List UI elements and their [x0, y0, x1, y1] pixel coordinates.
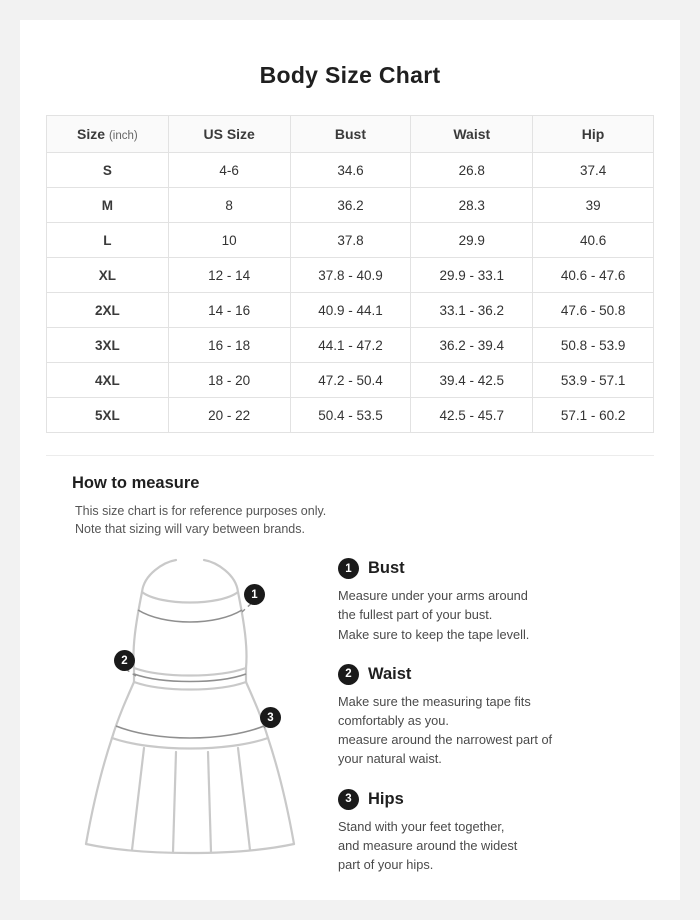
cell-bust: 40.9 - 44.1: [290, 293, 411, 328]
cell-waist: 36.2 - 39.4: [411, 328, 533, 363]
measure-step-header: [338, 664, 648, 685]
column-header-bust: Bust: [290, 116, 411, 153]
step-number-badge: 3: [338, 789, 359, 810]
cell-size: M: [47, 188, 169, 223]
size-chart-card: [20, 20, 680, 900]
figure-marker-bust: 1: [244, 584, 265, 605]
table-row: [47, 398, 654, 433]
cell-size: 5XL: [47, 398, 169, 433]
cell-hip: 40.6 - 47.6: [533, 258, 654, 293]
cell-bust: 37.8: [290, 223, 411, 258]
step-number-badge: 2: [338, 664, 359, 685]
page-title: Body Size Chart: [259, 62, 441, 88]
cell-bust: 34.6: [290, 153, 411, 188]
how-to-measure-note: This size chart is for reference purposes only. Note that sizing will vary between brands.: [75, 504, 327, 537]
cell-size: XL: [47, 258, 169, 293]
size-table: [46, 115, 654, 433]
cell-bust: 44.1 - 47.2: [290, 328, 411, 363]
table-row: [47, 153, 654, 188]
cell-size: 4XL: [47, 363, 169, 398]
cell-bust: 47.2 - 50.4: [290, 363, 411, 398]
cell-waist: 28.3: [411, 188, 533, 223]
cell-us: 16 - 18: [168, 328, 290, 363]
cell-bust: 50.4 - 53.5: [290, 398, 411, 433]
cell-us: 8: [168, 188, 290, 223]
cell-waist: 26.8: [411, 153, 533, 188]
cell-hip: 53.9 - 57.1: [533, 363, 654, 398]
cell-waist: 42.5 - 45.7: [411, 398, 533, 433]
cell-us: 10: [168, 223, 290, 258]
size-table-container: [46, 115, 654, 433]
figure-marker-hips: 3: [260, 707, 281, 728]
cell-size: S: [47, 153, 169, 188]
cell-us: 4-6: [168, 153, 290, 188]
cell-waist: 29.9 - 33.1: [411, 258, 533, 293]
cell-us: 14 - 16: [168, 293, 290, 328]
table-row: [47, 223, 654, 258]
column-header-size-label: Size: [77, 126, 106, 142]
dress-diagram: [72, 552, 342, 872]
cell-bust: 37.8 - 40.9: [290, 258, 411, 293]
cell-hip: 57.1 - 60.2: [533, 398, 654, 433]
cell-waist: 29.9: [411, 223, 533, 258]
measure-steps: [338, 558, 648, 894]
cell-size: 3XL: [47, 328, 169, 363]
cell-waist: 39.4 - 42.5: [411, 363, 533, 398]
column-header-us-size: US Size: [168, 116, 290, 153]
step-description: Make sure the measuring tape fits comfortably as you. measure around the narrowest part of your natural waist.: [338, 693, 553, 767]
cell-hip: 39: [533, 188, 654, 223]
cell-us: 18 - 20: [168, 363, 290, 398]
step-description: Measure under your arms around the fullest part of your bust. Make sure to keep the tape levell.: [338, 588, 530, 642]
measure-step-bust: [338, 558, 648, 644]
cell-size: L: [47, 223, 169, 258]
section-divider: [46, 455, 654, 456]
figure-marker-waist: 2: [114, 650, 135, 671]
dress-illustration-svg: [72, 552, 342, 872]
measure-step-waist: [338, 664, 648, 769]
column-header-unit: (inch): [108, 130, 138, 142]
cell-us: 20 - 22: [168, 398, 290, 433]
cell-us: 12 - 14: [168, 258, 290, 293]
table-row: [47, 188, 654, 223]
cell-size: 2XL: [47, 293, 169, 328]
cell-waist: 33.1 - 36.2: [411, 293, 533, 328]
column-header-hip: Hip: [533, 116, 654, 153]
how-to-measure-content: [20, 552, 680, 882]
measure-step-hips: [338, 789, 648, 875]
cell-bust: 36.2: [290, 188, 411, 223]
how-to-measure-heading: How to measure: [72, 474, 200, 492]
table-row: [47, 293, 654, 328]
table-row: [47, 363, 654, 398]
measure-step-header: [338, 558, 648, 579]
step-title: Bust: [368, 559, 405, 578]
table-header-row: [47, 116, 654, 153]
column-header-waist: Waist: [411, 116, 533, 153]
cell-hip: 47.6 - 50.8: [533, 293, 654, 328]
cell-hip: 37.4: [533, 153, 654, 188]
column-header-size: [47, 116, 169, 153]
cell-hip: 50.8 - 53.9: [533, 328, 654, 363]
table-row: [47, 328, 654, 363]
step-number-badge: 1: [338, 558, 359, 579]
step-title: Waist: [368, 664, 412, 683]
measure-step-header: [338, 789, 648, 810]
step-title: Hips: [368, 789, 404, 808]
cell-hip: 40.6: [533, 223, 654, 258]
step-description: Stand with your feet together, and measure around the widest part of your hips.: [338, 818, 518, 872]
table-row: [47, 258, 654, 293]
